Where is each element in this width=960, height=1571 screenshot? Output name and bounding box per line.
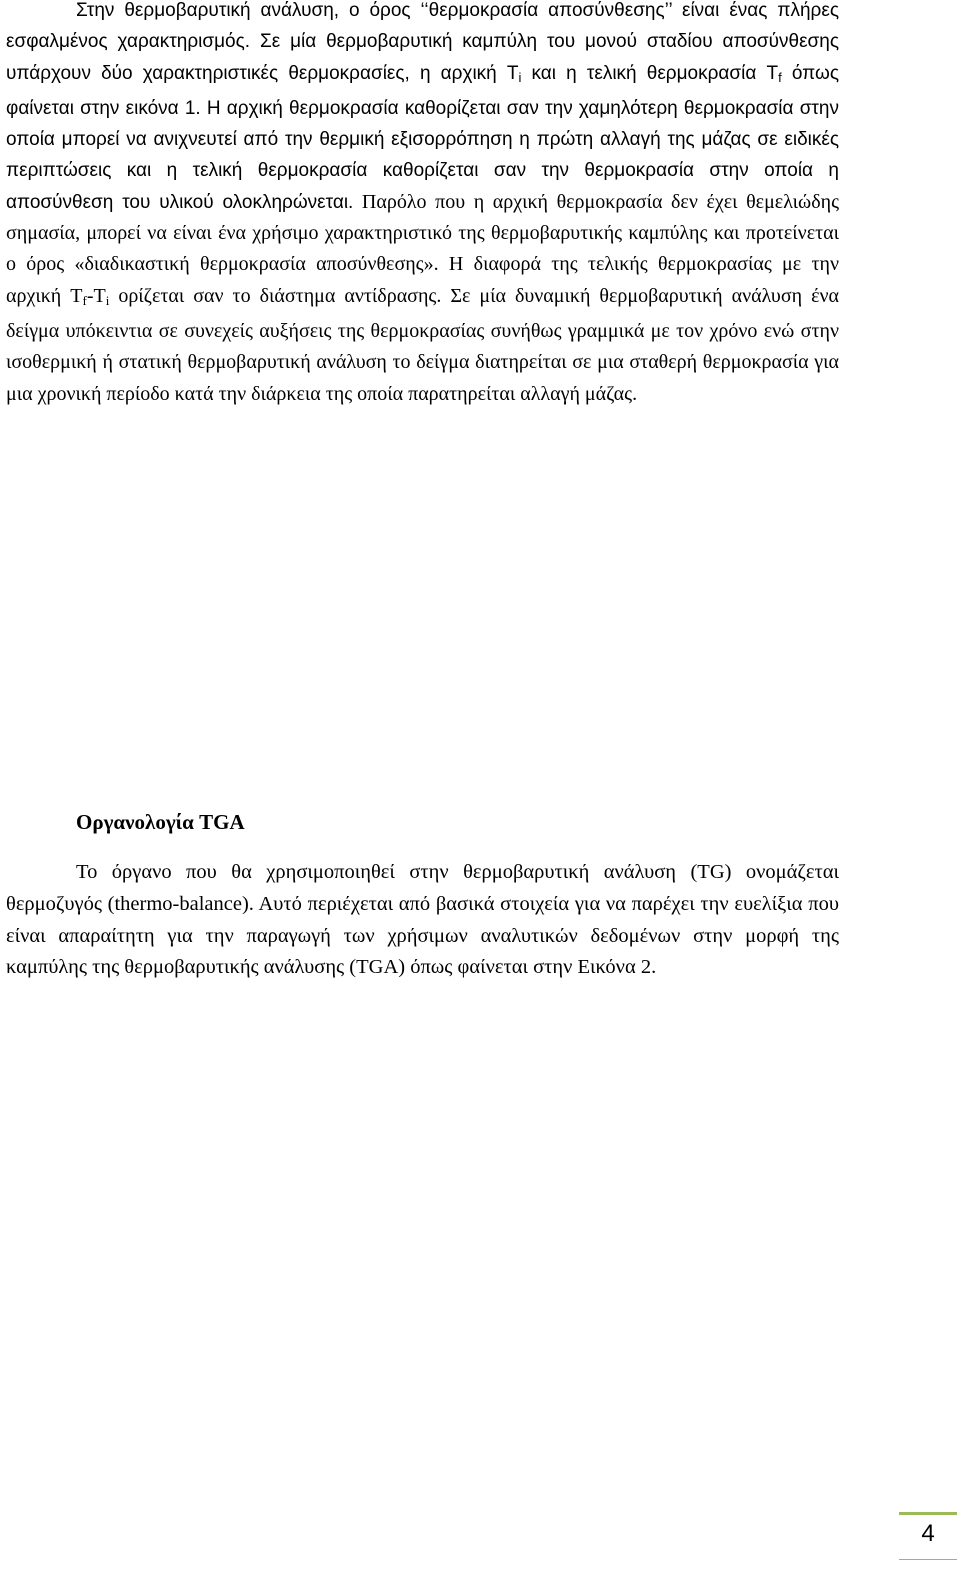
subscript-i: i — [105, 292, 110, 308]
text-run: όπως φαίνεται στην εικόνα 1. Η αρχική θερμοκρασία καθορίζεται σαν την χαμηλότερη θερμοκρασία στην οποία μπορεί να ανιχνευτεί από την θερμική εξισορρόπηση η πρώτη αλλαγή της μάζας σε ειδικές περιπτώσεις και η τελική θερμοκρασία καθορίζεται σαν την θερμοκρασία στην οποία η αποσύνθεση του υλικού ολοκληρώνεται. — [6, 62, 839, 213]
page-number-underline — [899, 1559, 957, 1560]
subscript-i: i — [518, 69, 522, 85]
page-number-rule — [899, 1512, 957, 1515]
text-run: -T — [86, 284, 106, 307]
page-number: 4 — [921, 1520, 935, 1547]
text-run: ορίζεται σαν το διάστημα αντίδρασης. Σε μία δυναμική θερμοβαρυτική ανάλυση ένα δείγμα υπόκειντια σε συνεχείς αυξήσεις της θερμοκρασίας συνήθως γραμμικά με τον χρόνο ενώ στην ισοθερμική ή στατική θερμοβαρυτική ανάλυση το δείγμα διατηρείται σε μια σταθερή θερμοκρασία για μια χρονική περίοδο κατά την διάρκεια της οποία παρατηρείται αλλαγή μάζας. — [6, 284, 839, 405]
text-run: Στην θερμοβαρυτική ανάλυση, ο όρος ‘‘θερμοκρασία αποσύνθεσης’’ είναι ένας πλήρες εσφαλμένος χαρακτηρισμός. Σε μία θερμοβαρυτική καμπύλη του μονού σταδίου αποσύνθεσης υπάρχουν δύο χαρακτηριστικές θερμοκρασίες, η αρχική T — [6, 0, 839, 84]
subscript-f: f — [82, 292, 87, 308]
paragraph-tga-instrument: Το όργανο που θα χρησιμοποιηθεί στην θερμοβαρυτική ανάλυση (TG) ονομάζεται θερμοζυγός (thermo-balance). Αυτό περιέχεται από βασικά στοιχεία για να παρέχει την ευελίξια που είναι απαραίτητη για την παραγωγή των χρήσιμων αναλυτικών δεδομένων στην μορφή της καμπύλης της θερμοβαρυτικής ανάλυσης (TGA) όπως φαίνεται στην Εικόνα 2. — [6, 861, 839, 979]
section-heading: Οργανολογία TGA — [76, 810, 245, 834]
text-run: Παρόλο που η αρχική θερμοκρασία δεν έχει θεμελιώδης σημασία, μπορεί να είναι ένα χρήσιμο χαρακτηριστικό της θερμοβαρυτικής καμπύλης και προτείνεται ο όρος «διαδικαστική θερμοκρασία αποσύνθεσης». Η διαφορά της τελικής θερμοκρασίας με την αρχική T — [6, 190, 839, 307]
serif-text-run — [6, 191, 839, 405]
subscript-f: f — [778, 69, 782, 85]
text-run: και η τελική θερμοκρασία T — [521, 62, 779, 84]
page-number-box — [899, 1512, 959, 1560]
paragraph-decomposition-temperature — [6, 0, 839, 410]
